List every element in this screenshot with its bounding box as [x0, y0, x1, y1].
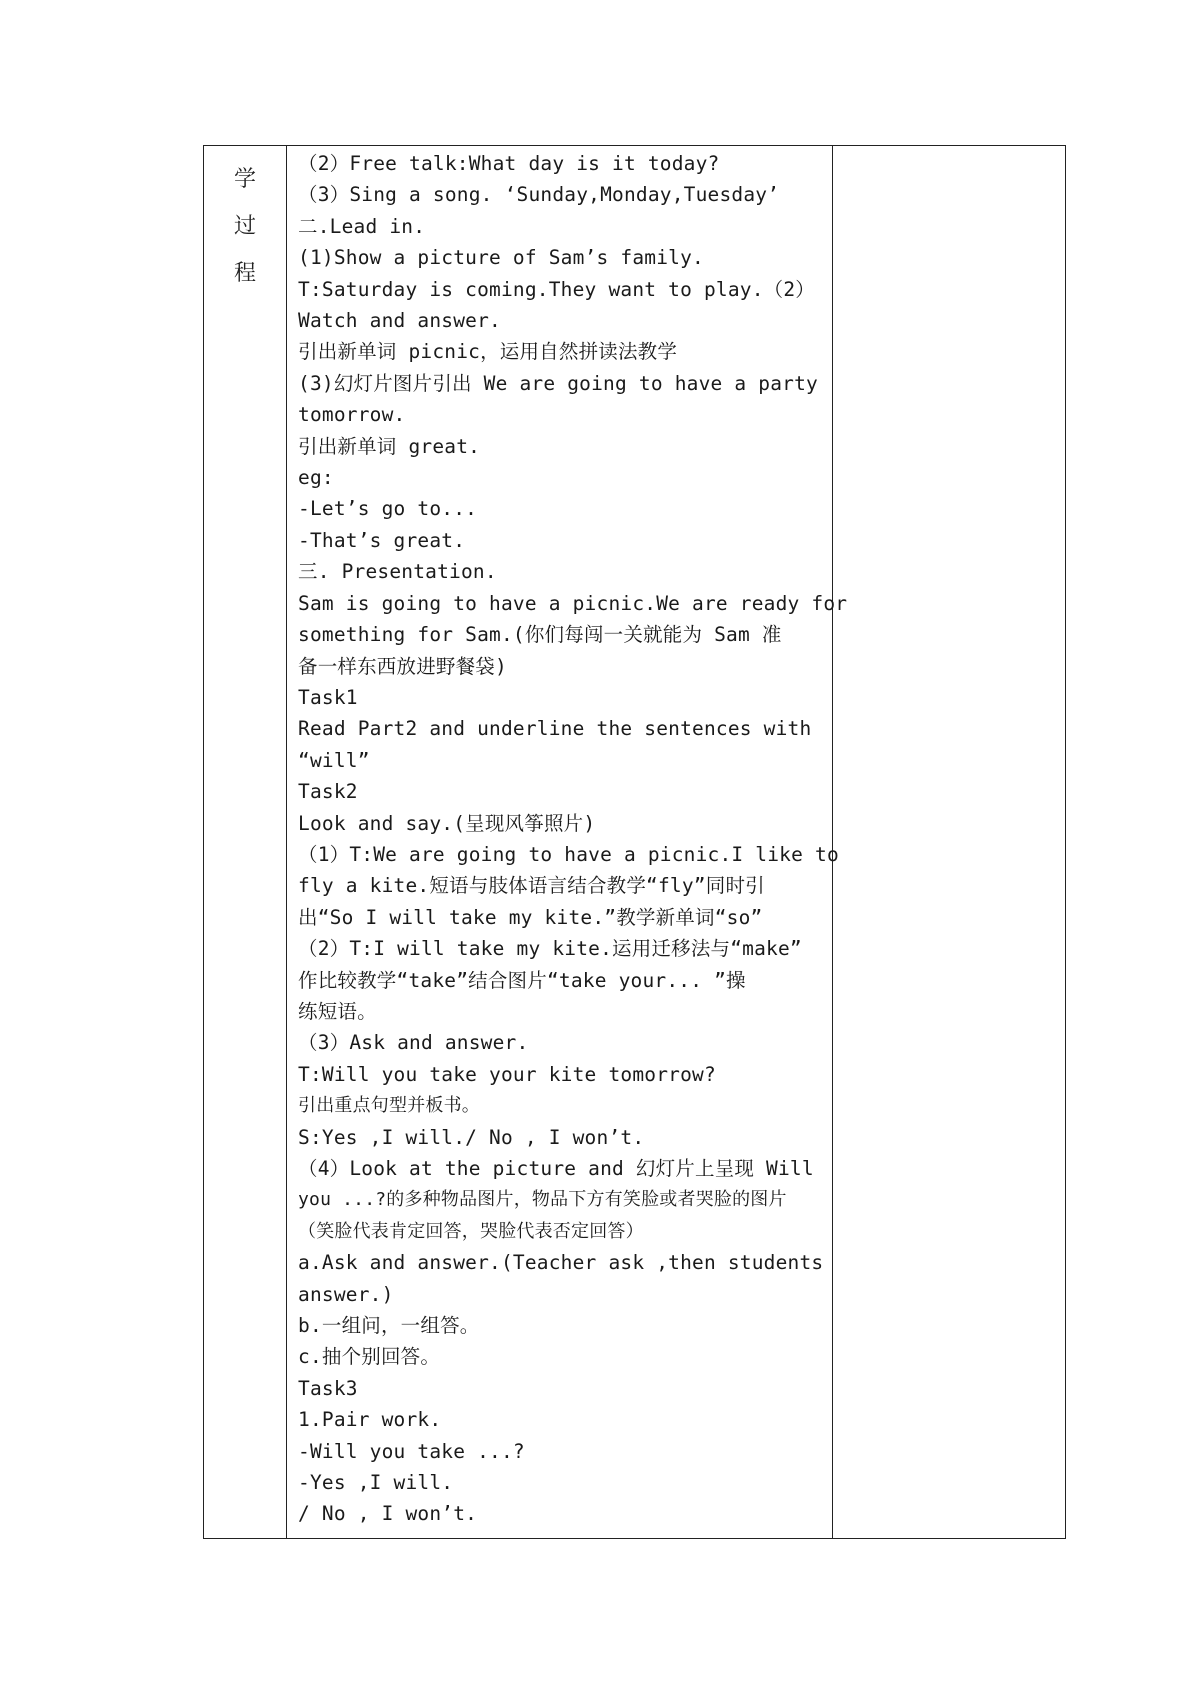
content-line: b.一组问，一组答。 [298, 1314, 480, 1338]
content-line: Task2 [298, 780, 358, 804]
content-line: （3）Ask and answer. [298, 1031, 529, 1055]
content-line: Task3 [298, 1376, 358, 1400]
content-line: Sam is going to have a picnic.We are ready for [298, 591, 848, 615]
content-line: c.抽个别回答。 [298, 1345, 441, 1369]
content-line: you ...?的多种物品图片，物品下方有笑脸或者哭脸的图片 [298, 1189, 787, 1211]
content-line: （2）Free talk:What day is it today? [298, 152, 720, 175]
content-line: Read Part2 and underline the sentences with [298, 717, 812, 741]
content-line: -Will you take ...? [298, 1439, 525, 1463]
process-content [287, 146, 848, 1530]
lesson-plan-table [203, 145, 1066, 1539]
content-line: fly a kite.短语与肢体语言结合教学“fly”同时引 [298, 874, 765, 898]
content-line: -Yes ,I will. [298, 1471, 454, 1495]
content-line: -Let’s go to... [298, 497, 478, 521]
process-content-cell [287, 146, 848, 1539]
content-line: 出“So I will take my kite.”教学新单词“so” [298, 905, 763, 929]
content-line: Task1 [298, 685, 358, 709]
content-line: (3)幻灯片图片引出 We are going to have a party [298, 371, 818, 395]
content-line: 练短语。 [298, 999, 377, 1023]
content-line: a.Ask and answer.(Teacher ask ,then students [298, 1251, 824, 1275]
content-line: Watch and answer. [298, 309, 501, 333]
section-label-char: 程 [233, 261, 256, 286]
content-line: （笑脸代表肯定回答，哭脸代表否定回答） [298, 1220, 644, 1242]
content-line: （3）Sing a song. ‘Sunday,Monday,Tuesday’ [298, 183, 780, 207]
content-line: Look and say.(呈现风筝照片) [298, 811, 596, 835]
content-line: 1.Pair work. [298, 1408, 442, 1432]
section-label-cell [204, 146, 287, 1539]
content-line: （4）Look at the picture and 幻灯片上呈现 Will [298, 1157, 814, 1180]
content-line: 引出新单词 great. [298, 434, 481, 458]
content-line: / No , I won’t. [298, 1502, 478, 1526]
content-line: (1)Show a picture of Sam’s family. [298, 246, 704, 270]
content-line: （2）T:I will take my kite.运用迁移法与“make” [298, 937, 802, 961]
content-line: 备一样东西放进野餐袋) [298, 654, 507, 678]
content-line: something for Sam.(你们每闯一关就能为 Sam 准 [298, 623, 782, 647]
content-line: -That’s great. [298, 528, 466, 552]
content-line: 作比较教学“take”结合图片“take your... ”操 [298, 968, 746, 992]
table-row [204, 146, 1066, 1539]
section-label-char: 过 [233, 214, 256, 239]
content-line: tomorrow. [298, 403, 406, 427]
content-line: T:Will you take your kite tomorrow? [298, 1062, 716, 1086]
content-line: 引出重点句型并板书。 [298, 1095, 480, 1117]
content-line: 三. Presentation. [298, 560, 497, 584]
section-label-char: 学 [233, 167, 256, 192]
content-line: 二.Lead in. [298, 214, 426, 238]
content-line: answer.) [298, 1282, 394, 1306]
content-line: “will” [298, 748, 370, 772]
content-line: eg: [298, 466, 334, 490]
section-label [204, 146, 286, 297]
content-line: S:Yes ,I will./ No , I won’t. [298, 1125, 645, 1149]
content-line: T:Saturday is coming.They want to play.（2） [298, 277, 815, 301]
notes-cell [833, 146, 1066, 1539]
content-line: （1）T:We are going to have a picnic.I like to [298, 842, 839, 866]
content-line: 引出新单词 picnic，运用自然拼读法教学 [298, 340, 678, 364]
